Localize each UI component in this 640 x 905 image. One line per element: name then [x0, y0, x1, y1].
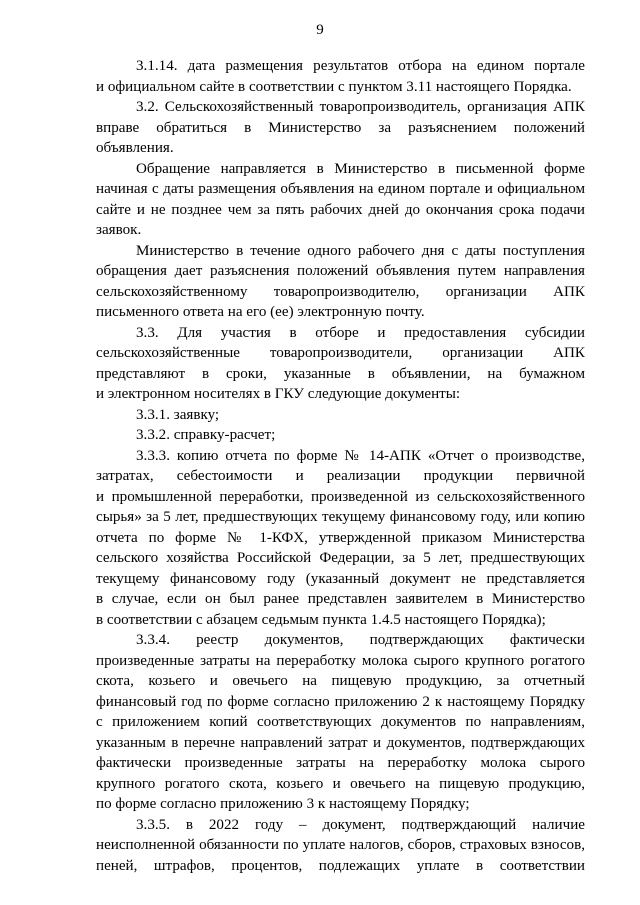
text-line: сельскохозяйственному товаропроизводителю, организации АПК — [96, 283, 585, 300]
text-line: крупного рогатого скота, козьего и овечьего на пищевую продукцию, — [96, 775, 585, 792]
text-line: сельского хозяйства Российской Федерации, за 5 лет, предшествующих — [96, 550, 585, 566]
text-line: сайте и не позднее чем за пять рабочих дней до окончания срока подачи — [96, 201, 585, 218]
text-line: 3.1.14. дата размещения результатов отбора на едином портале — [136, 58, 585, 74]
text-line: 3.3.4. реестр документов, подтверждающих фактически — [136, 632, 585, 648]
text-line: и промышленной переработки, произведенной из сельскохозяйственного — [96, 488, 585, 505]
text-line: финансовый год по форме согласно приложению 2 к настоящему Порядку — [96, 693, 585, 710]
text-line: начиная с даты размещения объявления на едином портале и официальном — [96, 181, 585, 197]
text-line: обращения дает разъяснения положений объявления путем направления — [96, 263, 585, 279]
text-line: объявления. — [96, 140, 174, 156]
text-line: 3.3.2. справку-расчет; — [136, 427, 276, 443]
text-line: произведенные затраты на переработку молока сырого крупного рогатого — [96, 652, 585, 669]
page-number: 9 — [316, 22, 324, 38]
text-line: по форме согласно приложению 3 к настоящему Порядку; — [96, 796, 470, 812]
text-line: сельскохозяйственные товаропроизводители, организации АПК — [96, 345, 585, 361]
text-line: 3.2. Сельскохозяйственный товаропроизводитель, организация АПК — [136, 99, 585, 115]
text-line: 3.3.1. заявку; — [136, 406, 220, 423]
text-line: текущему финансовому году (указанный документ не представляется — [96, 570, 585, 587]
text-line: Министерство в течение одного рабочего дня с даты поступления — [136, 242, 585, 259]
text-line: Обращение направляется в Министерство в письменной форме — [136, 160, 585, 177]
text-line: 3.3. Для участия в отборе и предоставления субсидии — [136, 324, 585, 341]
text-line: указанным в перечне направлений затрат и документов, подтверждающих — [96, 734, 585, 751]
document-body — [96, 56, 585, 876]
text-line: в соответствии с абзацем седьмым пункта 1.4.5 настоящего Порядка); — [96, 611, 546, 628]
text-line: 3.3.3. копию отчета по форме № 14-АПК «Отчет о производстве, — [136, 447, 585, 464]
text-line: пеней, штрафов, процентов, подлежащих уплате в соответствии — [96, 857, 585, 874]
text-line: заявок. — [96, 222, 142, 238]
text-line: и официальном сайте в соответствии с пунктом 3.11 настоящего Порядка. — [96, 78, 572, 95]
text-line: и электронном носителях в ГКУ следующие документы: — [96, 386, 461, 402]
text-line: отчета по форме № 1-КФХ, утвержденной приказом Министерства — [96, 529, 585, 546]
text-line: в случае, если он был ранее представлен заявителем в Министерство — [96, 591, 585, 607]
text-line: с приложением копий соответствующих документов по направлениям, — [96, 714, 585, 730]
text-line: затратах, себестоимости и реализации продукции первичной — [96, 468, 585, 484]
text-line: письменного ответа на его (ее) электронную почту. — [96, 304, 425, 320]
text-line: фактически произведенные затраты на переработку молока сырого — [96, 755, 585, 771]
text-line: вправе обратиться в Министерство за разъяснением положений — [96, 119, 585, 136]
text-line: представляют в сроки, указанные в объявлении, на бумажном — [96, 365, 585, 382]
text-line: сырья» за 5 лет, предшествующих текущему финансовому году, или копию — [96, 509, 585, 525]
text-line: скота, козьего и овечьего на пищевую продукцию, за отчетный — [96, 673, 585, 689]
text-line: 3.3.5. в 2022 году – документ, подтверждающий наличие — [136, 816, 585, 833]
text-line: неисполненной обязанности по уплате налогов, сборов, страховых взносов, — [96, 837, 585, 853]
